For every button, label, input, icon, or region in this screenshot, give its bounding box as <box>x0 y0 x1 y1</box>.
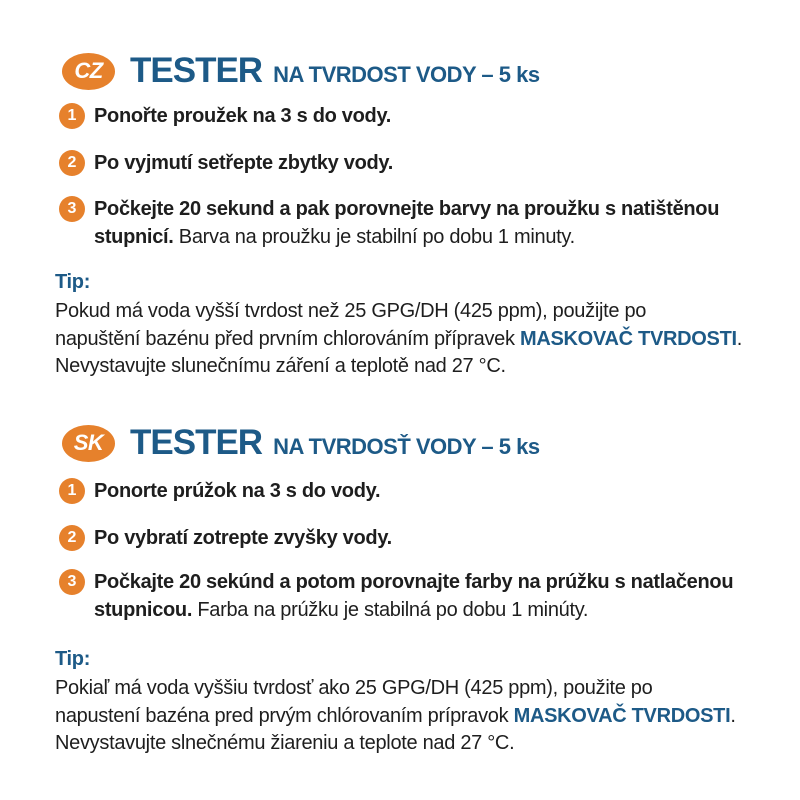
sk-step-3-number-badge: 3 <box>59 569 85 595</box>
cz-step-3-normal-line2: Barva na proužku je stabilní po dobu 1 minuty. <box>178 226 575 248</box>
cz-step-2-number-badge: 2 <box>59 150 85 176</box>
sk-step-3-line1 <box>94 568 733 596</box>
cz-step-3-number-badge: 3 <box>59 196 85 222</box>
cz-step-2-text: Po vyjmutí setřepte zbytky vody. <box>94 152 394 174</box>
sk-tip-line2-post: . <box>730 704 736 727</box>
cz-tip-label: Tip: <box>55 271 91 293</box>
cz-step-2 <box>59 149 393 177</box>
sk-title-row <box>130 423 540 463</box>
cz-tip-line2-pre: napuštění bazénu před prvním chlorováním přípravek <box>55 327 515 350</box>
sk-step-2-number-badge: 2 <box>59 525 85 551</box>
sk-tip-body <box>55 675 765 758</box>
sk-tip-line2 <box>55 703 765 731</box>
cz-step-3-line2 <box>94 223 719 251</box>
sk-step-2 <box>59 524 392 552</box>
sk-step-1 <box>59 477 380 505</box>
sk-step-3 <box>59 568 733 624</box>
cz-step-3-bold-line1: Počkejte 20 sekund a pak porovnejte barvy na proužku s natištěnou <box>94 198 720 220</box>
cz-step-1-number-badge: 1 <box>59 103 85 129</box>
cz-step-3-line1 <box>94 195 719 223</box>
cz-title-subtitle: NA TVRDOST VODY – 5 ks <box>273 62 540 87</box>
sk-language-badge: SK <box>62 425 115 462</box>
sk-step-3-bold-line1: Počkajte 20 sekúnd a potom porovnajte farby na prúžku s natlačenou <box>94 571 734 593</box>
sk-step-1-text: Ponorte prúžok na 3 s do vody. <box>94 480 381 502</box>
cz-tip-line2-post: . <box>736 327 743 350</box>
sk-step-3-bold-line2: stupnicou. <box>94 599 193 621</box>
sk-tip-product-name: MASKOVAČ TVRDOSTI <box>513 704 731 727</box>
cz-language-badge: CZ <box>62 53 115 90</box>
cz-tip-line2 <box>55 326 765 354</box>
sk-step-3-line2 <box>94 596 733 624</box>
cz-tip-product-name: MASKOVAČ TVRDOSTI <box>519 327 737 350</box>
cz-step-3-bold-line2: stupnicí. <box>94 226 174 248</box>
sk-step-3-text <box>94 568 733 624</box>
sk-step-1-number-badge: 1 <box>59 478 85 504</box>
cz-tip-line1: Pokud má voda vyšší tvrdost než 25 GPG/DH (425 ppm), použijte po <box>55 300 647 322</box>
cz-step-3-text <box>94 195 719 251</box>
sk-step-3-normal-line2: Farba na prúžku je stabilná po dobu 1 minúty. <box>197 599 589 621</box>
sk-tip-line3: Nevystavujte slnečnému žiareniu a teplote nad 27 °C. <box>55 732 515 754</box>
cz-tip-line3: Nevystavujte slunečnímu záření a teplotě nad 27 °C. <box>55 355 506 377</box>
sk-tip-line1: Pokiaľ má voda vyššiu tvrdosť ako 25 GPG/DH (425 ppm), použite po <box>55 677 653 699</box>
sk-step-2-text: Po vybratí zotrepte zvyšky vody. <box>94 527 392 549</box>
sk-title-subtitle: NA TVRDOSŤ VODY – 5 ks <box>273 434 540 459</box>
sk-section-header <box>62 423 540 463</box>
sk-tip-label: Tip: <box>55 648 91 670</box>
cz-section-header <box>62 51 540 91</box>
cz-step-1 <box>59 102 391 130</box>
sk-title-main: TESTER <box>130 423 263 462</box>
cz-title-main: TESTER <box>130 51 263 90</box>
cz-step-1-text: Ponořte proužek na 3 s do vody. <box>94 105 392 127</box>
cz-step-3 <box>59 195 719 251</box>
sk-tip-line2-pre: napustení bazéna pred prvým chlórovaním prípravok <box>55 704 509 727</box>
cz-tip-body <box>55 298 765 381</box>
cz-title-row <box>130 51 540 91</box>
